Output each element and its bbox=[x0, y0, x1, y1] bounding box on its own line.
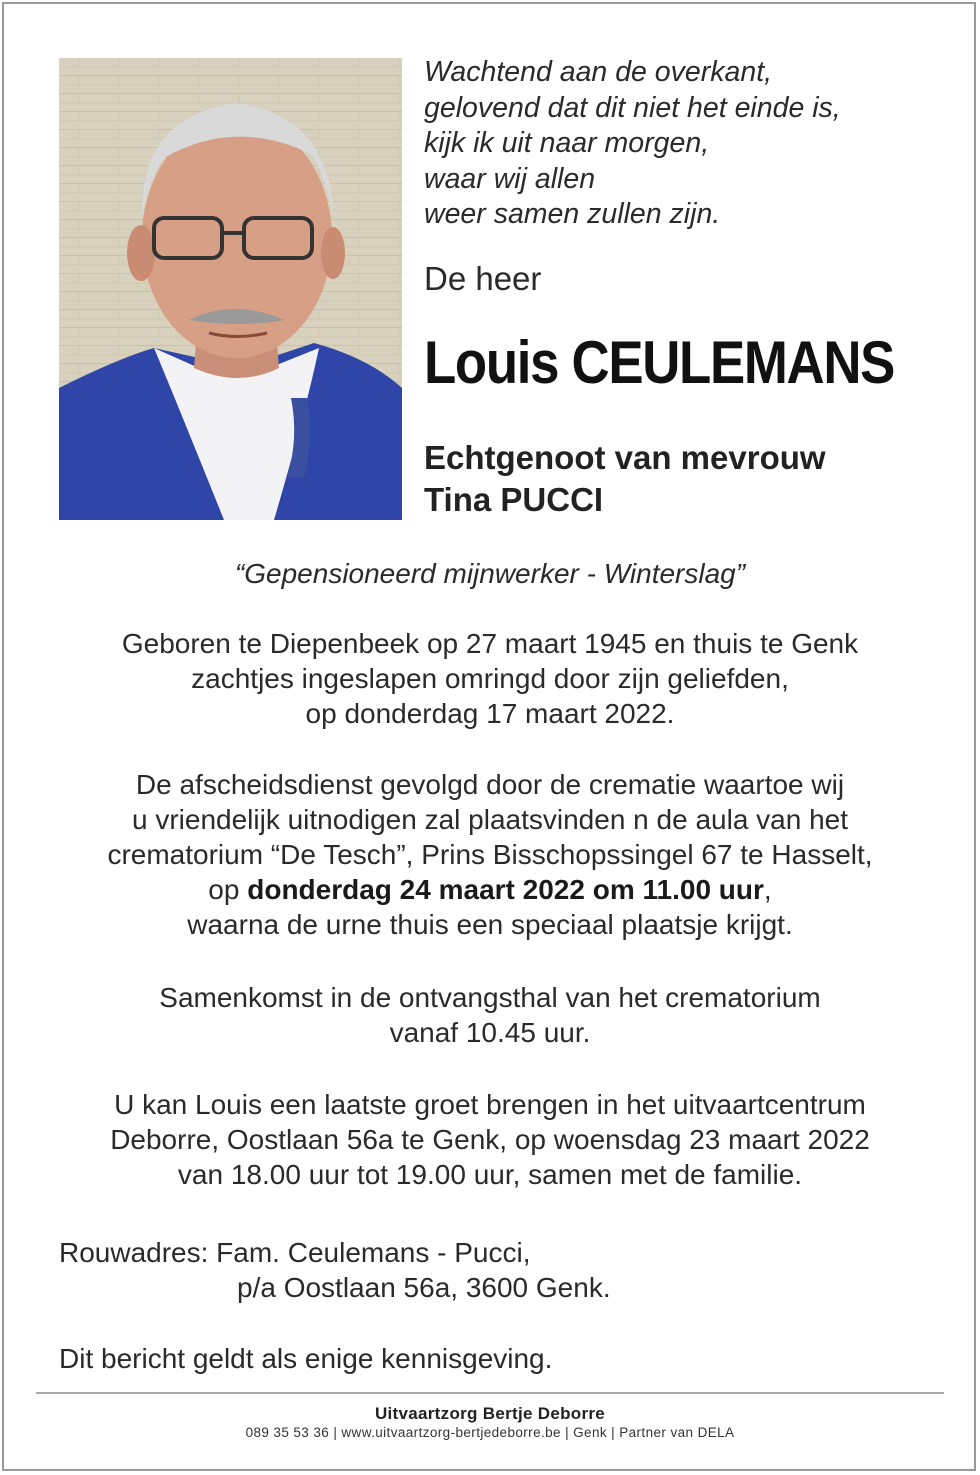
poem-line: gelovend dat dit niet het einde is, bbox=[424, 91, 841, 124]
funeral-home-contact: 089 35 53 36 | www.uitvaartzorg-bertjedeborre.be | Genk | Partner van DELA bbox=[245, 1425, 735, 1440]
mourning-address-line: Rouwadres: Fam. Ceulemans - Pucci, bbox=[59, 1237, 531, 1268]
poem-line: kijk ik uit naar morgen, bbox=[424, 127, 710, 159]
text-line: waarna de urne thuis een speciaal plaatsje krijgt. bbox=[187, 909, 793, 940]
gathering-paragraph bbox=[40, 980, 940, 1050]
poem-line: Wachtend aan de overkant, bbox=[424, 56, 773, 88]
text-line: van 18.00 uur tot 19.00 uur, samen met de familie. bbox=[177, 1159, 803, 1190]
text-line bbox=[40, 872, 940, 907]
spouse-line: Echtgenoot van mevrouw bbox=[424, 439, 826, 476]
footer-divider bbox=[36, 1392, 944, 1394]
text-line: vanaf 10.45 uur. bbox=[389, 1017, 591, 1048]
poem-line: weer samen zullen zijn. bbox=[424, 198, 721, 230]
text-line: crematorium “De Tesch”, Prins Bisschopssingel 67 te Hasselt, bbox=[107, 839, 873, 870]
occupation-quote: “Gepensioneerd mijnwerker - Winterslag” bbox=[234, 558, 746, 589]
poem bbox=[424, 55, 964, 233]
text-line: op donderdag 17 maart 2022. bbox=[305, 698, 675, 729]
deceased-name: Louis CEULEMANS bbox=[424, 329, 895, 396]
notice-text: Dit bericht geldt als enige kennisgeving. bbox=[59, 1343, 553, 1374]
spouse-name: Tina PUCCI bbox=[424, 481, 604, 518]
spouse-info bbox=[424, 437, 826, 521]
portrait-photo bbox=[59, 58, 402, 520]
text-line: De afscheidsdienst gevolgd door de crematie waartoe wij bbox=[135, 769, 845, 800]
text-line: Geboren te Diepenbeek op 27 maart 1945 en thuis te Genk bbox=[121, 628, 859, 659]
visitation-paragraph bbox=[40, 1087, 940, 1192]
funeral-home-name: Uitvaartzorg Bertje Deborre bbox=[374, 1404, 606, 1423]
text-line: U kan Louis een laatste groet brengen in het uitvaartcentrum bbox=[114, 1089, 866, 1120]
text-line: Deborre, Oostlaan 56a te Genk, op woensdag 23 maart 2022 bbox=[110, 1124, 870, 1155]
text-line: u vriendelijk uitnodigen zal plaatsvinden n de aula van het bbox=[131, 804, 849, 835]
mourning-address-street: p/a Oostlaan 56a, 3600 Genk. bbox=[237, 1272, 611, 1303]
birth-death-paragraph bbox=[40, 626, 940, 731]
text-line: Samenkomst in de ontvangsthal van het crematorium bbox=[159, 982, 821, 1013]
text-prefix: op bbox=[208, 874, 248, 905]
service-paragraph bbox=[40, 767, 940, 942]
text-suffix: , bbox=[763, 874, 772, 905]
salutation: De heer bbox=[424, 260, 542, 297]
poem-line: waar wij allen bbox=[424, 162, 596, 195]
text-line: zachtjes ingeslapen omringd door zijn geliefden, bbox=[191, 663, 789, 694]
service-datetime: donderdag 24 maart 2022 om 11.00 uur bbox=[247, 874, 764, 905]
